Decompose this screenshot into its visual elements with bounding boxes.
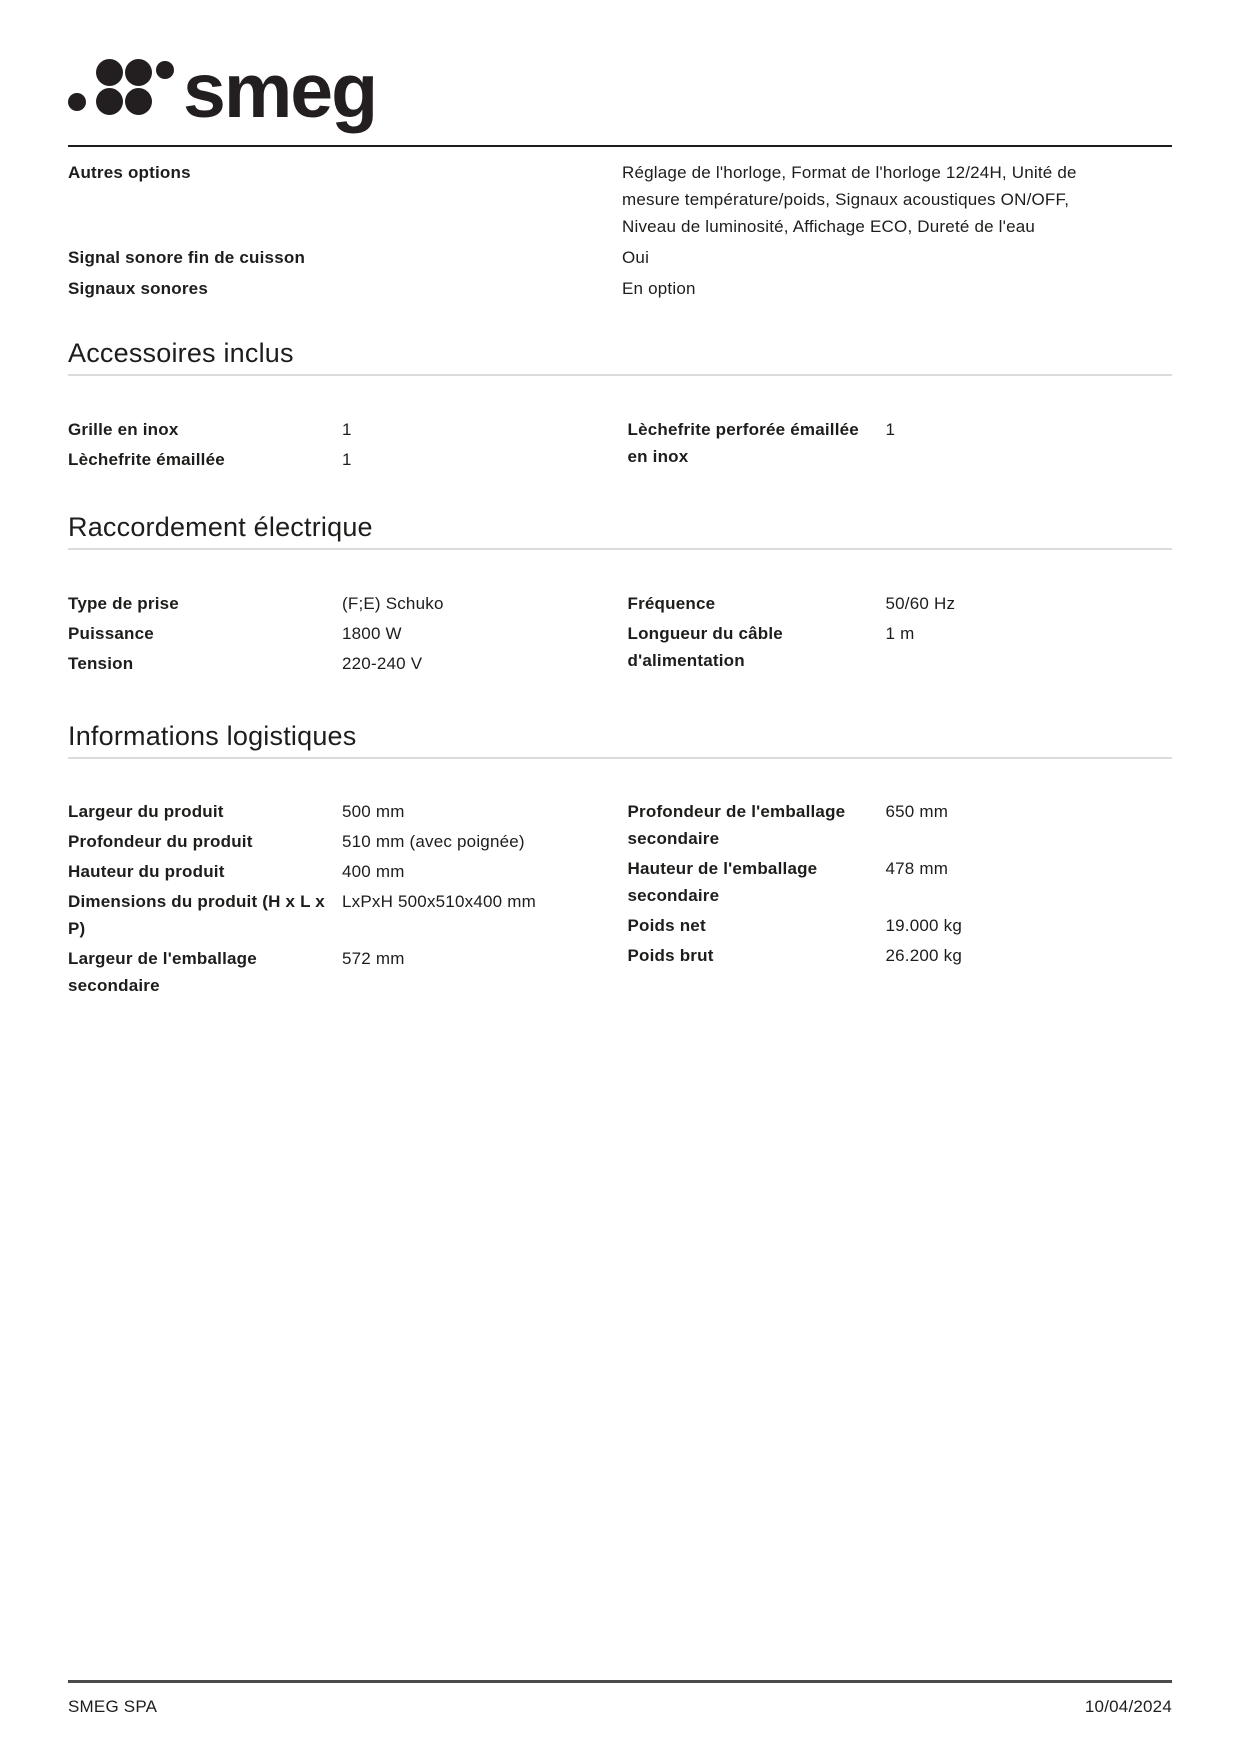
row-value: 572 mm [342,949,405,968]
table-row [68,446,613,473]
table-row [68,159,1172,240]
row-value: (F;E) Schuko [342,594,444,613]
section-title: Accessoires inclus [68,338,294,368]
row-label: Largeur du produit [68,802,224,821]
page-footer [68,1680,1172,1718]
table-row [68,858,613,885]
table-column-left [68,798,613,1002]
row-value: 1 [342,420,352,439]
accessories-table [68,416,1172,476]
row-label: Profondeur de l'emballage secondaire [627,802,846,848]
row-value: 1 [342,450,352,469]
row-label: Signaux sonores [68,279,208,298]
row-value: 19.000 kg [885,916,962,935]
row-label: Dimensions du produit (H x L x P) [68,892,325,938]
table-row [68,650,613,677]
row-value: 478 mm [885,859,949,878]
row-value: 1 m [885,624,915,643]
row-value: 500 mm [342,802,405,821]
table-column-right [628,798,1173,1002]
row-value: En option [622,279,696,298]
row-value: 510 mm (avec poignée) [342,832,525,851]
row-label: Lèchefrite perforée émaillée en inox [627,420,859,466]
row-label: Type de prise [68,594,179,613]
table-column-left [68,590,613,680]
row-label: Hauteur du produit [68,862,225,881]
row-label: Lèchefrite émaillée [68,450,225,469]
table-row [68,620,613,647]
row-value: 1 [885,420,896,439]
table-row [628,416,1173,470]
row-label: Tension [68,654,134,673]
row-label: Poids net [627,916,706,935]
table-column-right [628,590,1173,680]
section-logistics [68,721,1172,1002]
table-row [68,590,613,617]
row-label: Longueur du câble d'alimentation [627,624,783,670]
section-electrical [68,512,1172,680]
logistics-table [68,798,1172,1002]
row-label: Autres options [68,163,191,182]
section-title: Informations logistiques [68,721,357,751]
row-value: 1800 W [342,624,402,643]
options-table [68,159,1172,302]
section-divider [68,374,1172,376]
row-label: Puissance [68,624,154,643]
row-label: Fréquence [627,594,716,613]
logo-dot [96,88,123,115]
table-row [628,855,1173,909]
row-label: Poids brut [627,946,714,965]
table-row [68,244,1172,271]
smeg-logo-text: smeg [183,48,377,134]
footer-date: 10/04/2024 [1084,1697,1172,1716]
table-row [628,942,1173,969]
logo-dot [125,59,152,86]
table-row [68,945,613,999]
row-value: Oui [622,248,650,267]
section-accessories [68,338,1172,476]
row-value: 220-240 V [342,654,423,673]
footer-company: SMEG SPA [68,1697,158,1716]
section-divider [68,757,1172,759]
table-column-right [628,416,1173,476]
row-label: Largeur de l'emballage secondaire [68,949,257,995]
section-title: Raccordement électrique [68,512,373,542]
logo-dot [156,61,174,79]
logo-dot [96,59,123,86]
table-row [68,828,613,855]
row-value: LxPxH 500x510x400 mm [342,892,536,911]
table-row [628,620,1173,674]
table-row [68,275,1172,302]
smeg-logo-dots-icon [68,59,174,116]
table-row [68,888,613,942]
row-value: Réglage de l'horloge, Format de l'horloge 12/24H, Unité de mesure température/poids, Signaux acoustiques ON/OFF, Niveau de luminosité, Affichage ECO, Dureté de l'eau [622,163,1077,236]
table-row [628,798,1173,852]
section-divider [68,548,1172,550]
top-divider [68,145,1172,147]
row-label: Hauteur de l'emballage secondaire [627,859,818,905]
table-row [628,590,1173,617]
table-row [628,912,1173,939]
row-value: 400 mm [342,862,405,881]
logo-dot [68,93,86,111]
row-label: Profondeur du produit [68,832,253,851]
table-column-left [68,416,613,476]
row-value: 50/60 Hz [885,594,956,613]
row-value: 26.200 kg [885,946,962,965]
row-value: 650 mm [885,802,949,821]
row-label: Signal sonore fin de cuisson [68,248,306,267]
table-row [68,416,613,443]
table-row [68,798,613,825]
electrical-table [68,590,1172,680]
row-label: Grille en inox [68,420,179,439]
logo-dot [125,88,152,115]
brand-header [68,0,1172,145]
